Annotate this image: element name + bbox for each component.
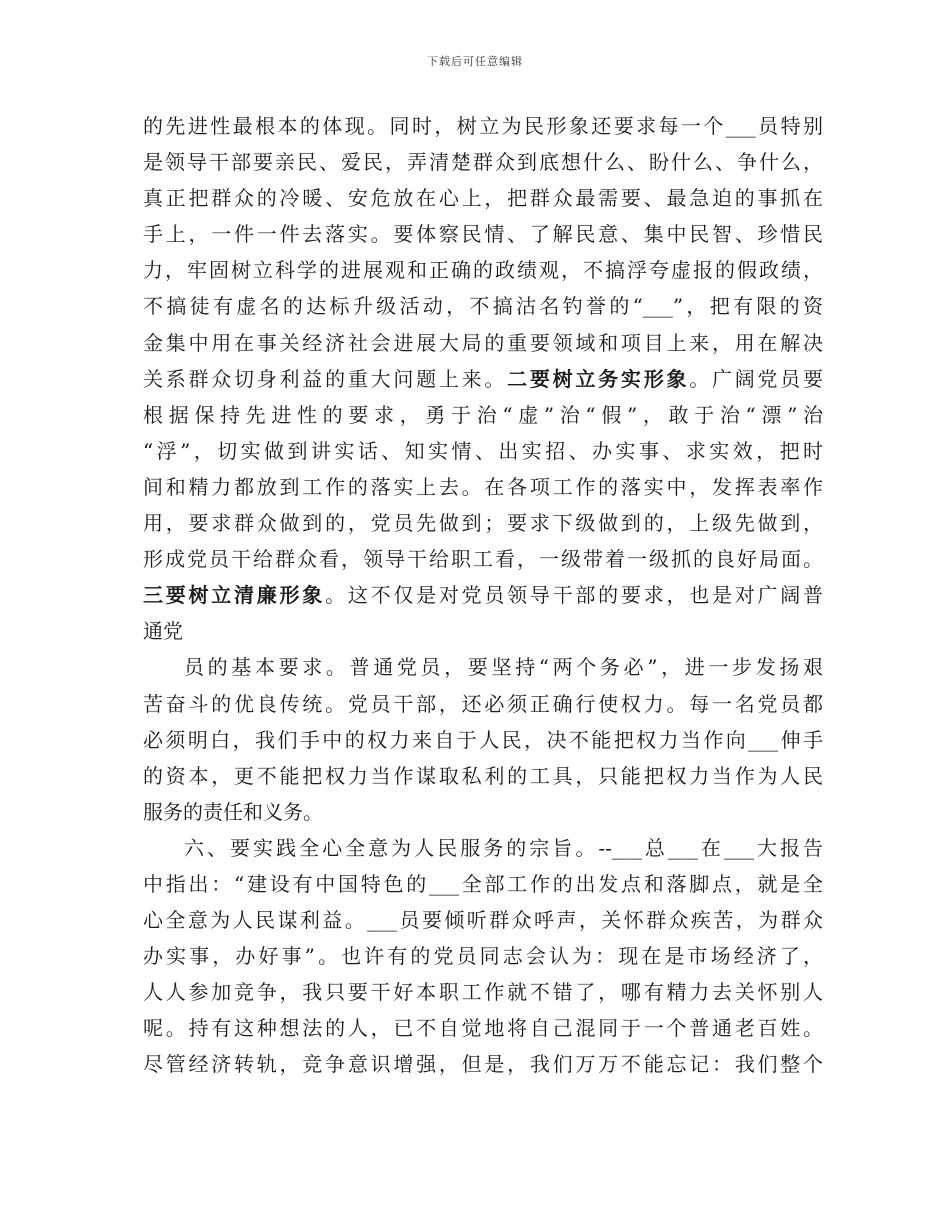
text-line	[143, 469, 823, 505]
text-line	[143, 902, 823, 938]
text-segment: 中指出：“建设有中国特色的___全部工作的出发点和落脚点，就是全	[143, 871, 823, 896]
text-segment: 的资本，更不能把权力当作谋取私利的工具，只能把权力当作为人民	[143, 763, 823, 788]
text-line	[143, 361, 823, 397]
bold-heading-text: 三要树立清廉形象	[143, 583, 326, 608]
text-line	[143, 649, 823, 685]
text-line	[143, 1010, 823, 1046]
body-text	[143, 108, 823, 1083]
text-line	[143, 108, 823, 144]
text-line	[143, 541, 823, 577]
text-segment: 关系群众切身利益的重大问题上来。	[143, 366, 508, 391]
text-line	[143, 325, 823, 361]
text-line	[143, 866, 823, 902]
text-line	[143, 722, 823, 758]
text-segment: 六、要实践全心全意为人民服务的宗旨。--___总___在___大报告	[184, 835, 823, 860]
text-line	[143, 938, 823, 974]
text-segment: 根据保持先进性的要求，勇于治“虚”治“假”，敢于治“漂”治	[143, 402, 823, 427]
text-line	[143, 180, 823, 216]
text-segment: 手上，一件一件去落实。要体察民情、了解民意、集中民智、珍惜民	[143, 222, 823, 247]
text-segment: 人人参加竞争，我只要干好本职工作就不错了，哪有精力去关怀别人	[143, 980, 823, 1005]
text-line	[143, 505, 823, 541]
text-line	[143, 397, 823, 433]
text-segment: “浮”，切实做到讲实话、知实情、出实招、办实事、求实效，把时	[143, 438, 823, 463]
text-segment: 间和精力都放到工作的落实上去。在各项工作的落实中，发挥表率作	[143, 474, 823, 499]
text-segment: 真正把群众的冷暖、安危放在心上，把群众最需要、最急迫的事抓在	[143, 186, 823, 211]
text-segment: 。广阔党员要	[689, 366, 824, 391]
page-header: 下载后可任意编辑	[427, 55, 523, 68]
text-segment: 力，牢固树立科学的进展观和正确的政绩观，不搞浮夸虚报的假政绩，	[143, 258, 823, 283]
text-line	[143, 686, 823, 722]
text-segment: 是领导干部要亲民、爱民，弄清楚群众到底想什么、盼什么、争什么，	[143, 150, 823, 175]
text-segment: 办实事，办好事”。也许有的党员同志会认为：现在是市场经济了，	[143, 944, 823, 969]
text-segment: 不搞徒有虚名的达标升级活动，不搞沽名钓誉的“___”，把有限的资	[143, 294, 823, 319]
text-line	[143, 577, 823, 613]
bold-heading-text: 二要树立务实形象	[507, 366, 690, 391]
text-line	[143, 252, 823, 288]
text-line	[143, 758, 823, 794]
text-segment: 通党	[143, 619, 183, 644]
text-segment: 员的基本要求。普通党员，要坚持“两个务必”，进一步发扬艰	[184, 655, 823, 680]
text-segment: 心全意为人民谋利益。___员要倾听群众呼声，关怀群众疾苦，为群众	[143, 908, 823, 933]
text-line	[143, 830, 823, 866]
text-line	[143, 433, 823, 469]
text-line	[143, 288, 823, 324]
text-segment: 尽管经济转轨，竞争意识增强，但是，我们万万不能忘记：我们整个	[143, 1052, 823, 1077]
text-segment: 的先进性最根本的体现。同时，树立为民形象还要求每一个___员特别	[143, 114, 823, 138]
text-segment: 形成党员干给群众看，领导干给职工看，一级带着一级抓的良好局面。	[143, 547, 823, 572]
text-segment: 。这不仅是对党员领导干部的要求，也是对广阔普	[325, 583, 824, 608]
text-line	[143, 216, 823, 252]
text-segment: 用，要求群众做到的，党员先做到；要求下级做到的，上级先做到，	[143, 511, 823, 536]
text-line	[143, 794, 823, 830]
text-line	[143, 1046, 823, 1082]
text-segment: 苦奋斗的优良传统。党员干部，还必须正确行使权力。每一名党员都	[143, 691, 823, 716]
text-segment: 呢。持有这种想法的人，已不自觉地将自己混同于一个普通老百姓。	[143, 1016, 823, 1041]
text-segment: 必须明白，我们手中的权力来自于人民，决不能把权力当作向___伸手	[143, 727, 823, 752]
text-line	[143, 144, 823, 180]
text-line	[143, 613, 823, 649]
text-segment: 服务的责任和义务。	[143, 799, 323, 824]
text-segment: 金集中用在事关经济社会进展大局的重要领域和项目上来，用在解决	[143, 330, 823, 355]
text-line	[143, 974, 823, 1010]
